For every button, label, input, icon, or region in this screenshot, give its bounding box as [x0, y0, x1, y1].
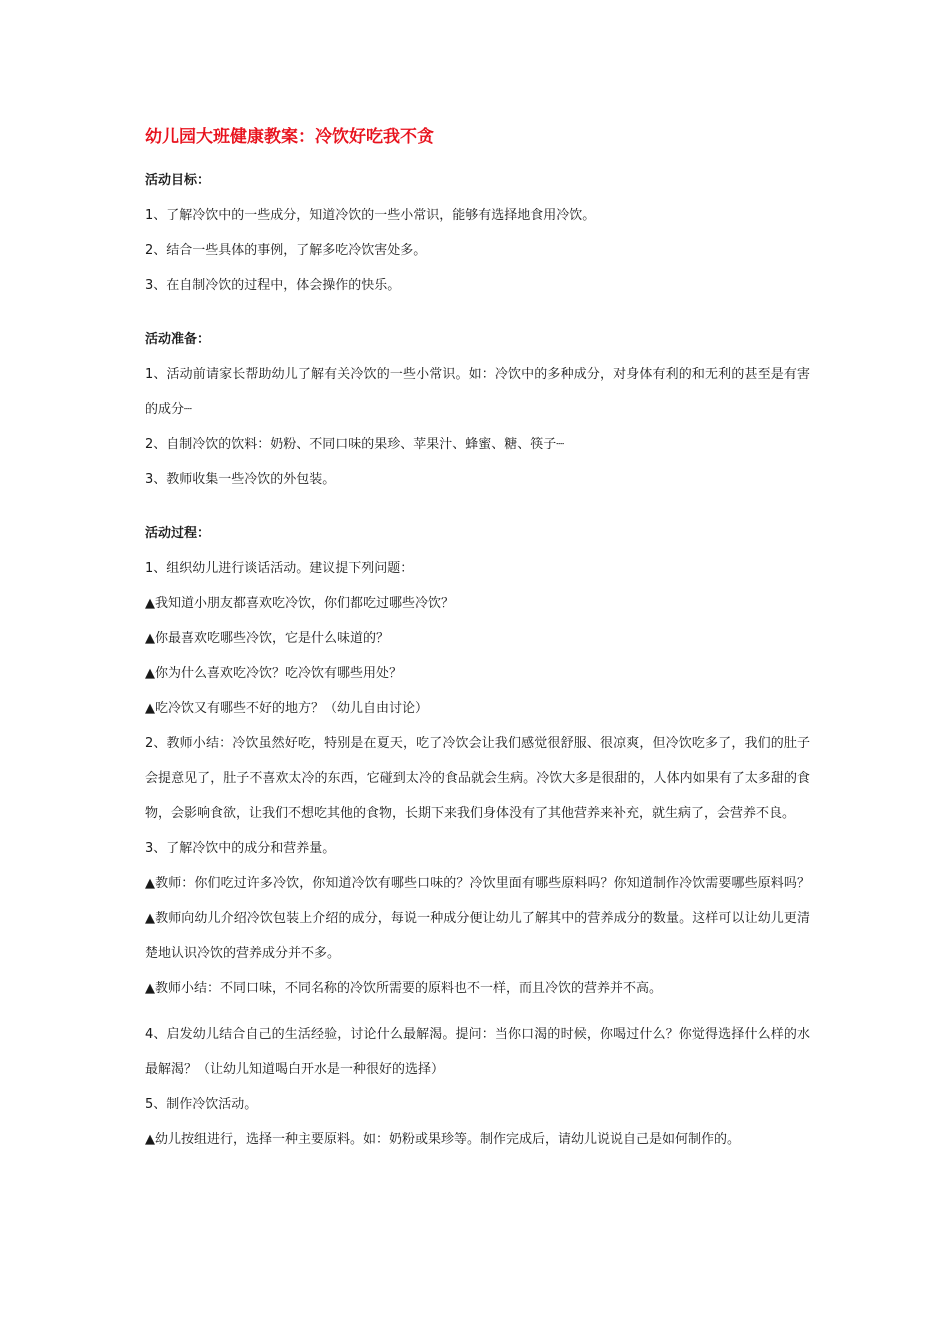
paragraph: 2、结合一些具体的事例，了解多吃冷饮害处多。	[145, 243, 427, 258]
paragraph: 4、启发幼儿结合自己的生活经验，讨论什么最解渴。提问：当你口渴的时候，你喝过什么？你觉得选择什么样的水最解渴？（让幼儿知道喝白开水是一种很好的选择）	[145, 1027, 810, 1077]
paragraph: 1、了解冷饮中的一些成分，知道冷饮的一些小常识，能够有选择地食用冷饮。	[145, 208, 596, 223]
section-heading: 活动准备：	[145, 332, 211, 347]
spacer	[145, 303, 810, 323]
spacer	[145, 1006, 810, 1017]
paragraph: 3、教师收集一些冷饮的外包装。	[145, 472, 336, 487]
paragraph: ▲我知道小朋友都喜欢吃冷饮，你们都吃过哪些冷饮？	[145, 596, 454, 611]
paragraph: 1、活动前请家长帮助幼儿了解有关冷饮的一些小常识。如：冷饮中的多种成分，对身体有利的和无利的甚至是有害的成分┈	[145, 367, 810, 417]
document-title: 幼儿园大班健康教案：冷饮好吃我不贪	[145, 127, 434, 147]
paragraph: 2、教师小结：冷饮虽然好吃，特别是在夏天，吃了冷饮会让我们感觉很舒服、很凉爽，但冷饮吃多了，我们的肚子会提意见了，肚子不喜欢太冷的东西，它碰到太冷的食品就会生病。冷饮大多是很甜的，人体内如果有了太多甜的食物，会影响食欲，让我们不想吃其他的食物，长期下来我们身体没有了其他营养来补充，就生病了，会营养不良。	[145, 736, 810, 821]
paragraph: ▲吃冷饮又有哪些不好的地方？（幼儿自由讨论）	[145, 701, 428, 716]
paragraph: ▲幼儿按组进行，选择一种主要原料。如：奶粉或果珍等。制作完成后，请幼儿说说自己是如何制作的。	[145, 1132, 740, 1147]
section-preparation	[145, 323, 810, 497]
section-heading: 活动目标：	[145, 173, 211, 188]
paragraph: ▲你最喜欢吃哪些冷饮，它是什么味道的？	[145, 631, 389, 646]
document-page	[145, 120, 824, 1157]
paragraph: 2、自制冷饮的饮料：奶粉、不同口味的果珍、苹果汁、蜂蜜、糖、筷子┈	[145, 437, 565, 452]
section-heading: 活动过程：	[145, 526, 211, 541]
paragraph: ▲教师小结：不同口味，不同名称的冷饮所需要的原料也不一样，而且冷饮的营养并不高。	[145, 981, 662, 996]
section-process	[145, 517, 824, 1157]
paragraph: ▲你为什么喜欢吃冷饮？吃冷饮有哪些用处？	[145, 666, 402, 681]
paragraph: ▲教师：你们吃过许多冷饮，你知道冷饮有哪些口味的？冷饮里面有哪些原料吗？你知道制作冷饮需要哪些原料吗？ ▲教师向幼儿介绍冷饮包装上介绍的成分，每说一种成分便让幼儿了解其中的营养成分的数量。这样可以让幼儿更清楚地认识冷饮的营养成分并不多。	[145, 876, 824, 961]
paragraph: 3、了解冷饮中的成分和营养量。	[145, 841, 336, 856]
paragraph: 3、在自制冷饮的过程中，体会操作的快乐。	[145, 278, 401, 293]
paragraph: 5、制作冷饮活动。	[145, 1097, 258, 1112]
spacer	[145, 497, 810, 517]
paragraph: 1、组织幼儿进行谈话活动。建议提下列问题：	[145, 561, 414, 576]
section-objectives	[145, 164, 810, 303]
